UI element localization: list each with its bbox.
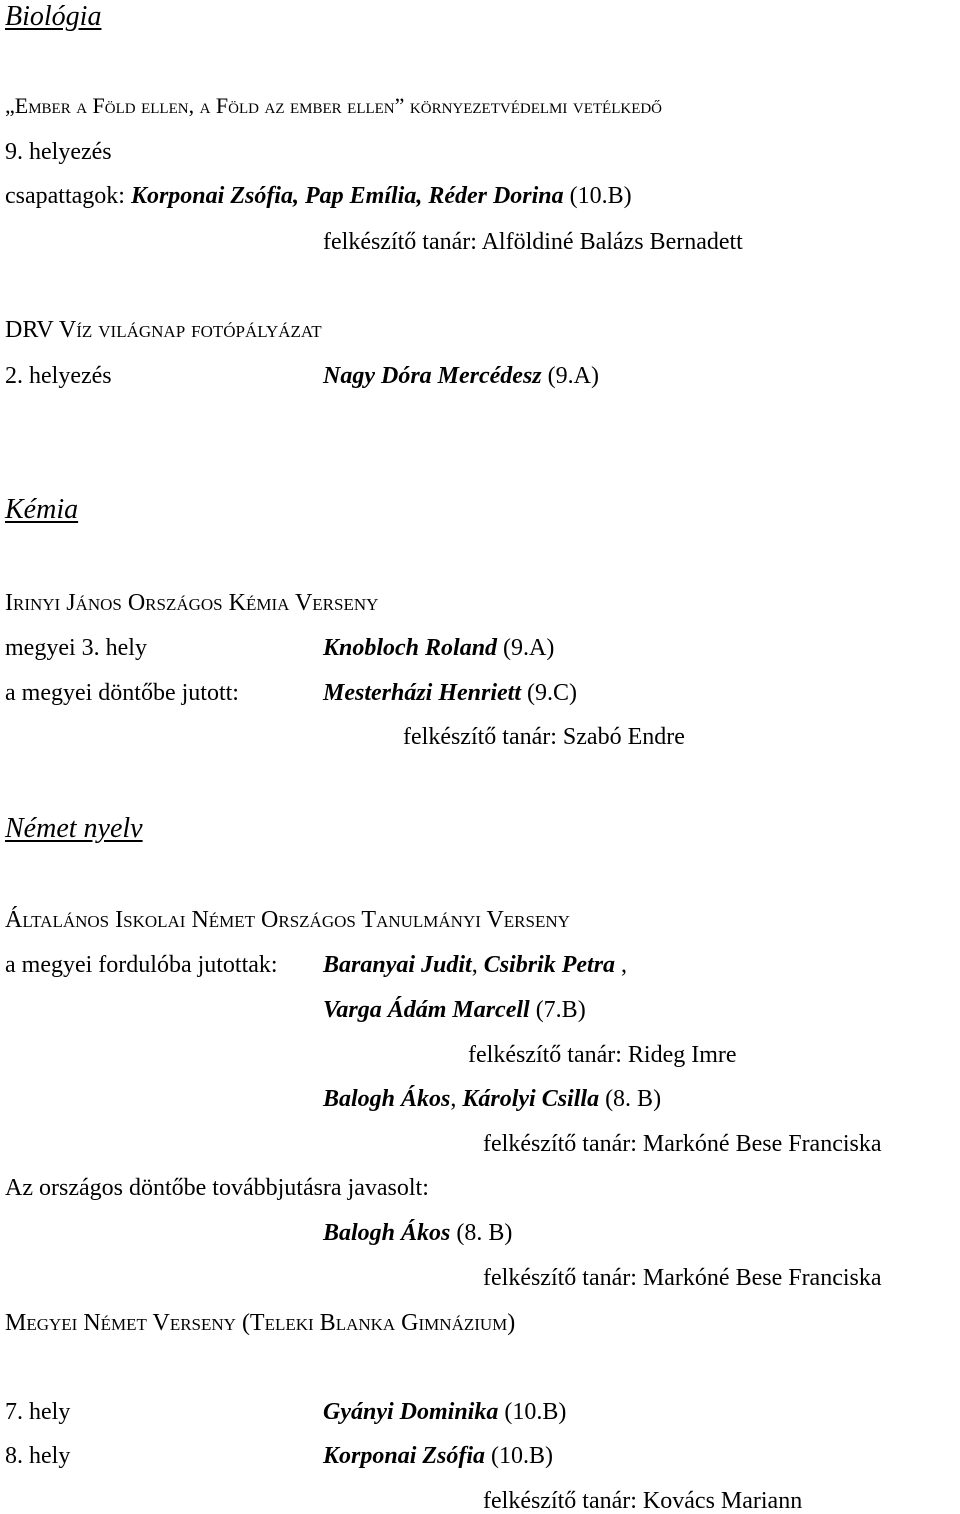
student-name: Knobloch Roland bbox=[323, 635, 498, 661]
student-line bbox=[323, 998, 586, 1022]
competition-title: Általános Iskolai Német Országos Tanulmányi Verseny bbox=[5, 907, 570, 933]
student-name: Károlyi Csilla bbox=[462, 1086, 600, 1112]
student-name: Balogh Ákos bbox=[323, 1086, 451, 1112]
result-label: megyei 3. hely bbox=[5, 635, 147, 661]
student-name: Nagy Dóra Mercédesz bbox=[323, 363, 542, 389]
student-class: (9.C) bbox=[527, 680, 578, 706]
student-line bbox=[323, 681, 577, 705]
student-name: Varga Ádám Marcell bbox=[323, 997, 530, 1023]
student-class: (8. B) bbox=[456, 1220, 513, 1246]
student-line bbox=[323, 1444, 553, 1468]
result-label: Az országos döntőbe továbbjutásra javasolt: bbox=[5, 1175, 429, 1201]
student-line bbox=[323, 1087, 661, 1111]
competition-title: „Ember a Föld ellen, a Föld az ember ellen” környezetvédelmi vetélkedő bbox=[5, 93, 663, 118]
section-heading-nemet: Német nyelv bbox=[5, 813, 143, 844]
student-name: Balogh Ákos bbox=[323, 1220, 451, 1246]
student-class: (10.B) bbox=[491, 1443, 554, 1469]
teacher-line: felkészítő tanár: Kovács Mariann bbox=[483, 1488, 803, 1514]
result-label: a megyei fordulóba jutottak: bbox=[5, 952, 278, 978]
student-line bbox=[323, 1221, 512, 1245]
team-names: Korponai Zsófia, Pap Emília, Réder Dorina bbox=[130, 183, 564, 209]
competition-title: Megyei Német Verseny (Teleki Blanka Gimnázium) bbox=[5, 1310, 516, 1336]
teacher-line: felkészítő tanár: Szabó Endre bbox=[403, 724, 685, 750]
team-line bbox=[5, 184, 632, 208]
section-heading-biologia: Biológia bbox=[5, 1, 102, 32]
section-heading-kemia: Kémia bbox=[5, 494, 79, 525]
competition-title: DRV Víz világnap fotópályázat bbox=[5, 317, 322, 343]
teacher-line: felkészítő tanár: Markóné Bese Franciska bbox=[483, 1131, 882, 1157]
student-class: (10.B) bbox=[504, 1399, 567, 1425]
teacher-line: felkészítő tanár: Alföldiné Balázs Bernadett bbox=[323, 229, 743, 255]
student-name: Mesterházi Henriett bbox=[323, 680, 522, 706]
teacher-line: felkészítő tanár: Rideg Imre bbox=[468, 1042, 737, 1068]
teacher-line: felkészítő tanár: Markóné Bese Franciska bbox=[483, 1265, 882, 1291]
result-label: 8. hely bbox=[5, 1443, 71, 1469]
student-class: (9.A) bbox=[503, 635, 555, 661]
student-line bbox=[323, 636, 554, 660]
team-label: csapattagok: bbox=[5, 183, 125, 209]
student-name: Csibrik Petra bbox=[483, 952, 616, 978]
placement: 9. helyezés bbox=[5, 139, 112, 165]
student-name: Gyányi Dominika bbox=[323, 1399, 499, 1425]
separator: , bbox=[471, 952, 478, 978]
student-class: (8. B) bbox=[605, 1086, 662, 1112]
student-line bbox=[323, 953, 627, 977]
result-label: 7. hely bbox=[5, 1399, 71, 1425]
student-class: (7.B) bbox=[535, 997, 586, 1023]
team-class: (10.B) bbox=[569, 183, 632, 209]
student-line bbox=[323, 364, 599, 388]
separator: , bbox=[450, 1086, 457, 1112]
student-name: Korponai Zsófia bbox=[323, 1443, 486, 1469]
student-class: (9.A) bbox=[547, 363, 599, 389]
student-name: Baranyai Judit bbox=[323, 952, 472, 978]
separator: , bbox=[621, 952, 628, 978]
result-label: a megyei döntőbe jutott: bbox=[5, 680, 239, 706]
placement: 2. helyezés bbox=[5, 363, 112, 389]
student-line bbox=[323, 1400, 566, 1424]
competition-title: Irinyi János Országos Kémia Verseny bbox=[5, 590, 379, 616]
